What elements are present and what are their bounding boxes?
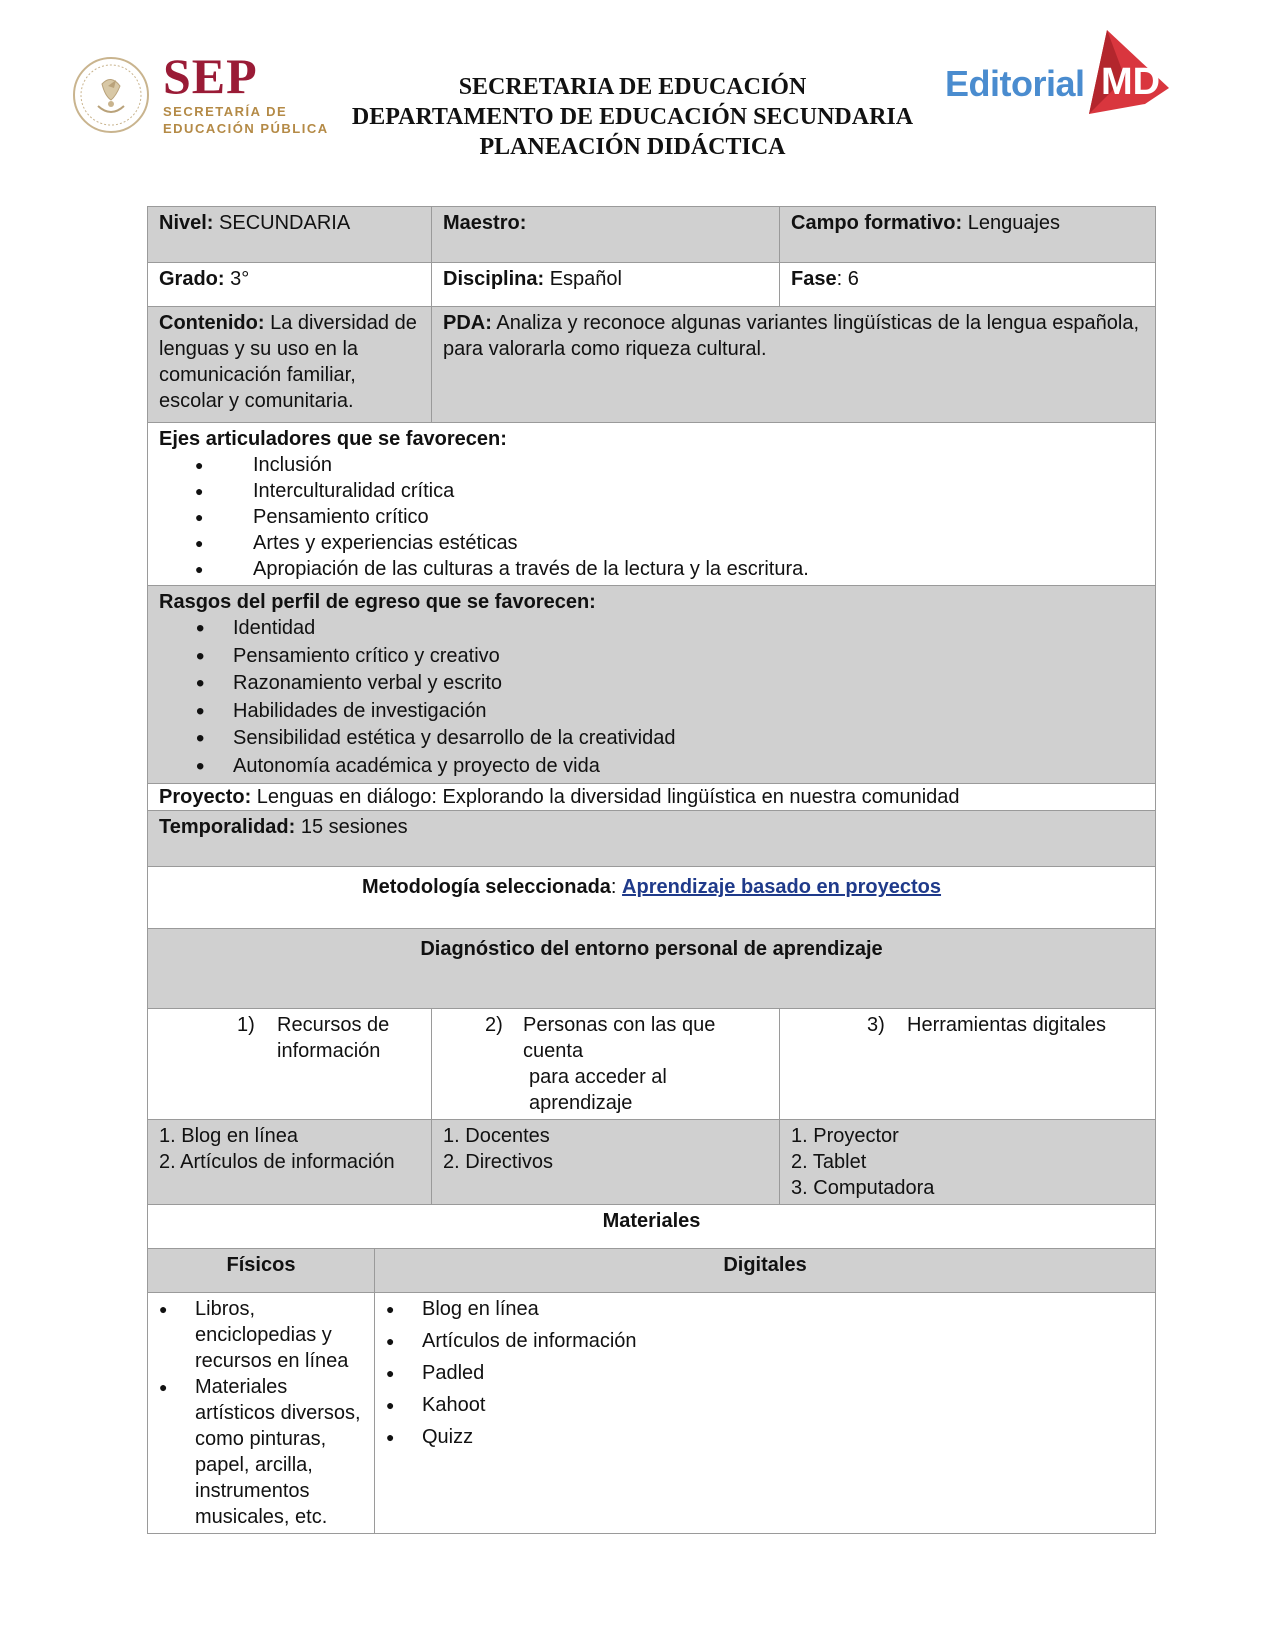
- herramientas-item: 3. Computadora: [791, 1177, 935, 1199]
- title-line-1: SECRETARIA DE EDUCACIÓN: [458, 74, 807, 100]
- row-materiales-items: [148, 1293, 1156, 1534]
- cell-personas-items: [432, 1120, 780, 1205]
- rasgos-item: • Habilidades de investigación: [159, 698, 1144, 726]
- md-logo-text: MD: [1101, 61, 1161, 103]
- cell-disciplina: [432, 263, 780, 307]
- cell-herramientas-header: [780, 1009, 1156, 1120]
- proyecto-value: Lenguas en diálogo: Explorando la diversidad lingüística en nuestra comunidad: [251, 786, 960, 808]
- rasgos-title: Rasgos del perfil de egreso que se favorecen:: [159, 591, 596, 613]
- campo-value: Lenguajes: [962, 212, 1061, 234]
- digitales-header: Digitales: [723, 1254, 807, 1276]
- temporalidad-value: 15 sesiones: [295, 816, 408, 838]
- proyecto-label: Proyecto:: [159, 786, 252, 808]
- editorial-logo-word: Editorial: [945, 63, 1085, 104]
- herramientas-number: 3): [867, 1014, 885, 1036]
- recursos-line-2: información: [277, 1040, 381, 1062]
- personas-item: 2. Directivos: [443, 1151, 554, 1173]
- contenido-label: Contenido:: [159, 312, 265, 334]
- metodologia-separator: :: [610, 876, 623, 898]
- nivel-value: SECUNDARIA: [213, 212, 351, 234]
- personas-number: 2): [485, 1014, 503, 1036]
- rasgos-item: • Pensamiento crítico y creativo: [159, 643, 1144, 671]
- cell-recursos-header: [148, 1009, 432, 1120]
- fase-value: : 6: [836, 268, 859, 290]
- cell-diagnostico-title: [148, 929, 1156, 1009]
- herramientas-item: 2. Tablet: [791, 1151, 867, 1173]
- cell-temporalidad: [148, 811, 1156, 867]
- digitales-list: [386, 1296, 1144, 1450]
- row-diagnostico-headers: [148, 1009, 1156, 1120]
- cell-campo-formativo: [780, 207, 1156, 263]
- cell-maestro: [432, 207, 780, 263]
- recursos-item: 1. Blog en línea: [159, 1125, 298, 1147]
- ejes-item: ● Interculturalidad crítica: [159, 478, 1144, 504]
- cell-materiales-title: [148, 1205, 1156, 1249]
- grado-value: 3°: [224, 268, 250, 290]
- row-materiales-title: [148, 1205, 1156, 1249]
- ejes-item: ● Pensamiento crítico: [159, 504, 1144, 530]
- disciplina-value: Español: [544, 268, 622, 290]
- fisicos-list: [159, 1296, 363, 1530]
- personas-item: 1. Docentes: [443, 1125, 550, 1147]
- cell-contenido: [148, 307, 432, 423]
- row-contenido: [148, 307, 1156, 423]
- cell-nivel: [148, 207, 432, 263]
- cell-proyecto: [148, 784, 1156, 811]
- nivel-label: Nivel:: [159, 212, 214, 234]
- cell-digitales-header: [375, 1249, 1156, 1293]
- recursos-header: [159, 1012, 420, 1064]
- recursos-line-1: Recursos de: [277, 1014, 390, 1036]
- cell-pda: [432, 307, 1156, 423]
- title-line-2: DEPARTAMENTO DE EDUCACIÓN SECUNDARIA: [351, 104, 914, 130]
- maestro-label: Maestro:: [443, 212, 527, 234]
- sep-logo-word: SEP: [163, 48, 258, 104]
- fisicos-item: ● Libros, enciclopedias y recursos en línea: [159, 1296, 363, 1374]
- ejes-title: Ejes articuladores que se favorecen:: [159, 428, 507, 450]
- row-rasgos: [148, 586, 1156, 784]
- pda-value: Analiza y reconoce algunas variantes lingüísticas de la lengua española, para valorarla como riqueza cultural.: [443, 312, 1139, 360]
- diagnostico-title: Diagnóstico del entorno personal de aprendizaje: [420, 938, 883, 960]
- document-titles: [300, 72, 965, 162]
- ejes-item: ● Inclusión: [159, 452, 1144, 478]
- cell-grado: [148, 263, 432, 307]
- herramientas-line-1: Herramientas digitales: [907, 1014, 1106, 1036]
- ejes-item: ● Apropiación de las culturas a través de la lectura y la escritura.: [159, 556, 1144, 582]
- cell-rasgos: [148, 586, 1156, 784]
- herramientas-header: [791, 1012, 1144, 1038]
- fisicos-header: Físicos: [226, 1254, 296, 1276]
- row-materiales-headers: [148, 1249, 1156, 1293]
- campo-label: Campo formativo:: [791, 212, 963, 234]
- cell-fisicos-items: [148, 1293, 375, 1534]
- digitales-item: ● Blog en línea: [386, 1296, 1144, 1322]
- md-logo-icon: [1085, 30, 1170, 120]
- title-line-3: PLANEACIÓN DIDÁCTICA: [479, 134, 786, 160]
- row-ejes: [148, 423, 1156, 586]
- rasgos-item: • Autonomía académica y proyecto de vida: [159, 753, 1144, 781]
- editorial-md-logo: [945, 30, 1170, 120]
- pda-label: PDA:: [443, 312, 492, 334]
- cell-personas-header: [432, 1009, 780, 1120]
- row-metodologia: [148, 867, 1156, 929]
- ejes-list: [159, 452, 1144, 582]
- digitales-item: ● Kahoot: [386, 1392, 1144, 1418]
- contenido-value: La diversidad de lenguas y su uso en la comunicación familiar, escolar y comunitaria.: [159, 312, 417, 412]
- cell-digitales-items: [375, 1293, 1156, 1534]
- cell-fase: [780, 263, 1156, 307]
- row-temporalidad: [148, 811, 1156, 867]
- rasgos-item: • Sensibilidad estética y desarrollo de la creatividad: [159, 725, 1144, 753]
- row-diagnostico-items: [148, 1120, 1156, 1205]
- fase-label: Fase: [791, 268, 837, 290]
- temporalidad-label: Temporalidad:: [159, 816, 296, 838]
- metodologia-label: Metodología seleccionada: [361, 876, 611, 898]
- sep-logo-subtitle-1: SECRETARÍA DE: [163, 104, 288, 119]
- mexico-coat-of-arms-seal: [72, 56, 150, 134]
- fisicos-item: ● Materiales artísticos diversos, como pinturas, papel, arcilla, instrumentos musicales, etc.: [159, 1374, 363, 1530]
- planning-table: [147, 206, 1156, 1534]
- digitales-item: ● Artículos de información: [386, 1328, 1144, 1354]
- recursos-item: 2. Artículos de información: [159, 1151, 395, 1173]
- ejes-item: ● Artes y experiencias estéticas: [159, 530, 1144, 556]
- rasgos-item: • Identidad: [159, 615, 1144, 643]
- cell-recursos-items: [148, 1120, 432, 1205]
- row-diagnostico-title: [148, 929, 1156, 1009]
- cell-fisicos-header: [148, 1249, 375, 1293]
- rasgos-list: [159, 615, 1144, 780]
- rasgos-item: • Razonamiento verbal y escrito: [159, 670, 1144, 698]
- herramientas-item: 1. Proyector: [791, 1125, 899, 1147]
- personas-line-2: para acceder al aprendizaje: [529, 1066, 667, 1114]
- row-grado: [148, 263, 1156, 307]
- sep-logo-subtitle-2: EDUCACIÓN PÚBLICA: [163, 121, 329, 136]
- cell-ejes: [148, 423, 1156, 586]
- cell-herramientas-items: [780, 1120, 1156, 1205]
- materiales-title: Materiales: [602, 1210, 701, 1232]
- personas-header: [443, 1012, 768, 1116]
- recursos-number: 1): [237, 1014, 255, 1036]
- disciplina-label: Disciplina:: [443, 268, 545, 290]
- personas-line-1: Personas con las que cuenta: [523, 1014, 716, 1062]
- digitales-item: ● Padled: [386, 1360, 1144, 1386]
- row-nivel: [148, 207, 1156, 263]
- metodologia-link[interactable]: Aprendizaje basado en proyectos: [622, 876, 942, 898]
- document-header: [0, 0, 1275, 190]
- row-proyecto: [148, 784, 1156, 811]
- grado-label: Grado:: [159, 268, 225, 290]
- digitales-item: ● Quizz: [386, 1424, 1144, 1450]
- cell-metodologia: [148, 867, 1156, 929]
